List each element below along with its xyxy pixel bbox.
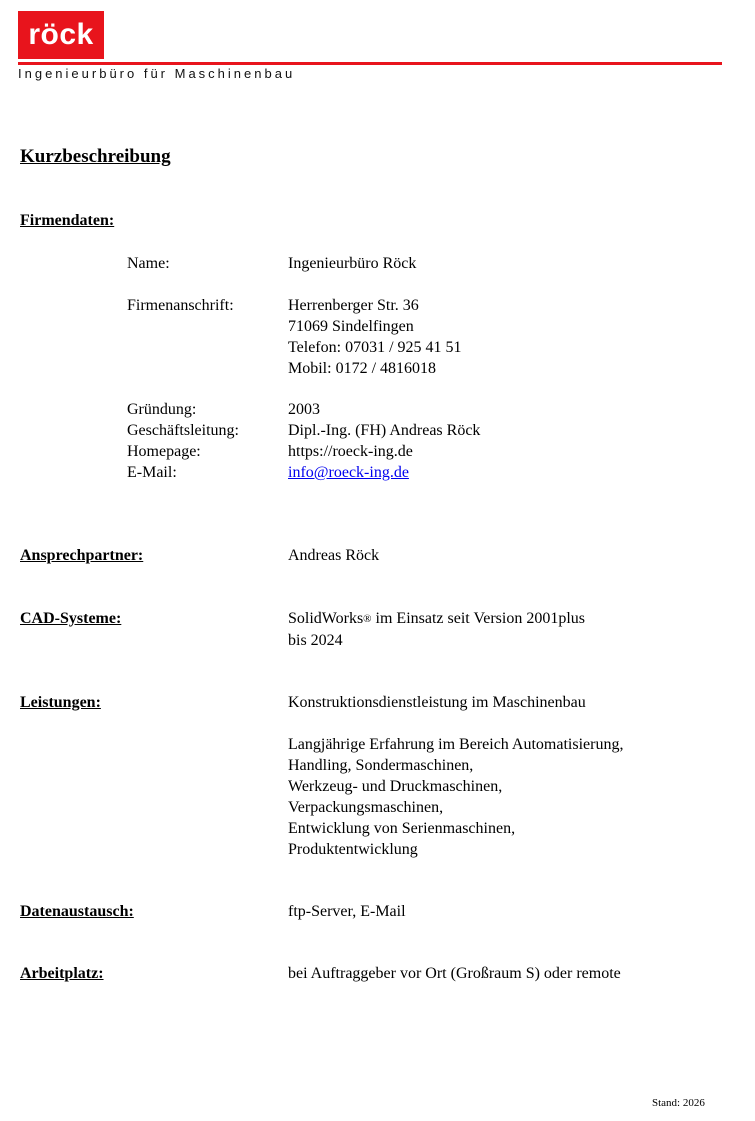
address-label: Firmenanschrift: [127, 297, 234, 314]
datenaustausch-value: ftp-Server, E-Mail [288, 903, 406, 920]
name-label: Name: [127, 255, 170, 272]
experience-line: Langjährige Erfahrung im Bereich Automatisierung, [288, 736, 624, 753]
experience-line: Werkzeug- und Druckmaschinen, [288, 778, 503, 795]
experience-line: Verpackungsmaschinen, [288, 799, 444, 816]
ansprechpartner-value: Andreas Röck [288, 547, 380, 564]
company-subtitle: Ingenieurbüro für Maschinenbau [18, 66, 296, 81]
experience-line: Entwicklung von Serienmaschinen, [288, 820, 516, 837]
homepage-value: https://roeck-ing.de [288, 443, 413, 460]
management-value: Dipl.-Ing. (FH) Andreas Röck [288, 422, 481, 439]
email-link[interactable]: info@roeck-ing.de [288, 464, 409, 481]
management-label: Geschäftsleitung: [127, 422, 239, 439]
founding-label: Gründung: [127, 401, 197, 418]
page-title: Kurzbeschreibung [20, 146, 171, 167]
address-line: Mobil: 0172 / 4816018 [288, 360, 437, 377]
arbeitplatz-heading: Arbeitplatz: [20, 965, 104, 982]
datenaustausch-heading: Datenaustausch: [20, 903, 134, 920]
address-line: Telefon: 07031 / 925 41 51 [288, 339, 462, 356]
cad-block [288, 608, 585, 651]
arbeitplatz-value: bei Auftraggeber vor Ort (Großraum S) oder remote [288, 965, 621, 982]
stand-note: Stand: 2026 [652, 1097, 705, 1109]
founding-value: 2003 [288, 401, 320, 418]
cad-line-1 [288, 608, 585, 630]
name-value: Ingenieurbüro Röck [288, 255, 417, 272]
header-rule [18, 62, 722, 65]
address-block [288, 295, 462, 379]
cad-product: SolidWorks [288, 610, 364, 627]
leistungen-heading: Leistungen: [20, 694, 101, 711]
address-line: Herrenberger Str. 36 [288, 297, 419, 314]
homepage-label: Homepage: [127, 443, 201, 460]
experience-block [288, 734, 623, 860]
email-label: E-Mail: [127, 464, 177, 481]
cad-line-2: bis 2024 [288, 632, 343, 649]
email-value-wrap [288, 462, 409, 483]
experience-line: Produktentwicklung [288, 841, 418, 858]
address-line: 71069 Sindelfingen [288, 318, 414, 335]
ansprechpartner-heading: Ansprechpartner: [20, 547, 144, 564]
leistungen-line-1: Konstruktionsdienstleistung im Maschinenbau [288, 694, 586, 711]
company-logo [18, 11, 104, 59]
experience-line: Handling, Sondermaschinen, [288, 757, 474, 774]
registered-mark: ® [363, 613, 372, 625]
firmendaten-heading: Firmendaten: [20, 212, 115, 229]
cad-heading: CAD-Systeme: [20, 610, 122, 627]
logo-text: röck [28, 17, 94, 51]
cad-line-1-rest: im Einsatz seit Version 2001plus [371, 610, 585, 627]
